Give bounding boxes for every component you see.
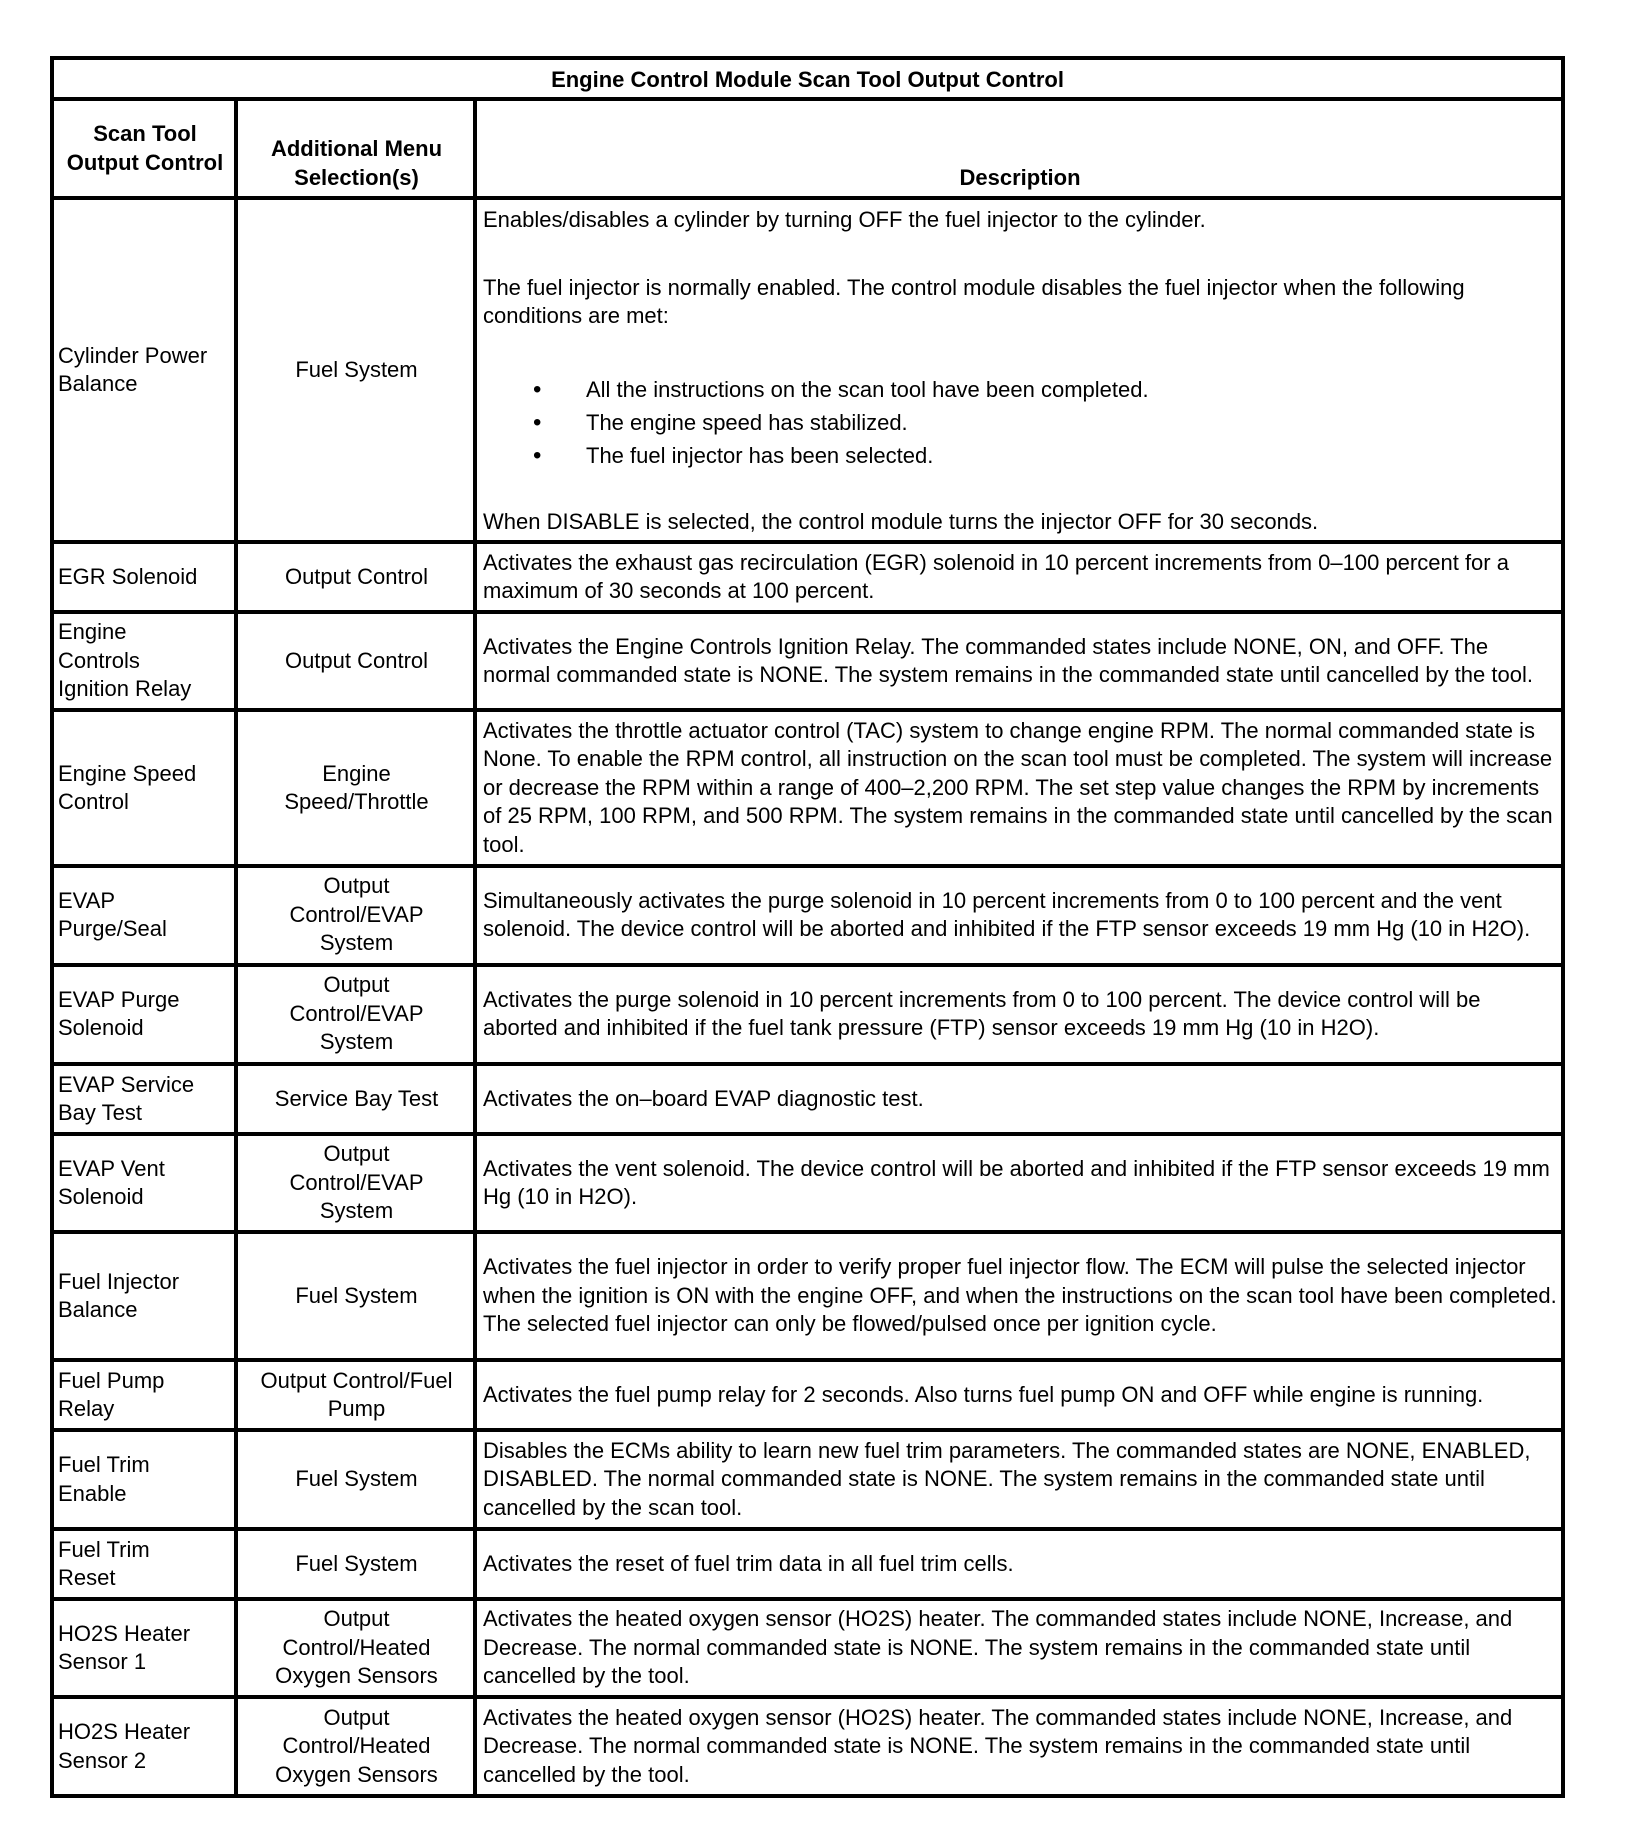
table-row-menu: Fuel System bbox=[295, 1466, 418, 1492]
table-row-control: Fuel Pump Relay bbox=[58, 1367, 165, 1421]
table-row-control: Engine Speed Control bbox=[58, 760, 197, 814]
table-row-control: Fuel Injector Balance bbox=[58, 1268, 180, 1322]
table-row-description: Activates the purge solenoid in 10 percent increments from 0 to 100 percent. The device control will be aborted and inhibited if the fuel tank pressure (FTP) sensor exceeds 19 mm Hg (10 in H2O). bbox=[483, 986, 1481, 1040]
table-row-menu: Output Control/Fuel Pump bbox=[260, 1367, 453, 1421]
description-paragraph: The fuel injector is normally enabled. The control module disables the fuel injector when the following conditions are met: bbox=[483, 274, 1465, 328]
table-row-control: EVAP Service Bay Test bbox=[58, 1071, 195, 1125]
conditions-list bbox=[483, 373, 1557, 472]
table-row-menu: Fuel System bbox=[295, 1282, 418, 1308]
table-row-control: Fuel Trim Reset bbox=[58, 1536, 150, 1590]
condition-item: • The fuel injector has been selected. bbox=[483, 439, 1557, 472]
condition-item: • The engine speed has stabilized. bbox=[483, 406, 1557, 439]
header-additional-menu-selections: Additional Menu Selection(s) bbox=[270, 136, 443, 190]
table-row-description: Activates the heated oxygen sensor (HO2S) heater. The commanded states include NONE, Increase, and Decrease. The normal commanded state is NONE. The system remains in the commanded state until cancelled by the tool. bbox=[483, 1704, 1513, 1787]
table-row-menu: Output Control/EVAP System bbox=[289, 873, 424, 956]
table-row-menu: Output Control/EVAP System bbox=[289, 1141, 424, 1224]
table-row-control: Cylinder Power Balance bbox=[58, 342, 208, 396]
description-paragraph: Enables/disables a cylinder by turning OFF the fuel injector to the cylinder. bbox=[483, 207, 1206, 232]
table-row-description: Activates the throttle actuator control (TAC) system to change engine RPM. The normal commanded state is None. To enable the RPM control, all instruction on the scan tool must be completed. The system will increase or decrease the RPM within a range of 400–2,200 RPM. The set step value changes the RPM by increments of 25 RPM, 100 RPM, and 500 RPM. The system remains in the commanded state until cancelled by the scan tool. bbox=[483, 717, 1553, 857]
table-row-control: EVAP Purge/Seal bbox=[58, 887, 167, 941]
table-row-menu: Fuel System bbox=[295, 356, 418, 382]
table-row-description: Activates the on–board EVAP diagnostic test. bbox=[483, 1085, 924, 1111]
table-row-menu: Output Control bbox=[284, 563, 429, 589]
table-row-control: Fuel Trim Enable bbox=[58, 1452, 150, 1506]
column-divider bbox=[473, 97, 477, 1798]
table-row-control: EVAP Vent Solenoid bbox=[58, 1155, 165, 1209]
table-row-menu: Service Bay Test bbox=[274, 1085, 439, 1111]
description-paragraph: When DISABLE is selected, the control module turns the injector OFF for 30 seconds. bbox=[483, 508, 1319, 534]
column-divider bbox=[234, 97, 238, 1798]
table-title: Engine Control Module Scan Tool Output Control bbox=[551, 66, 1064, 92]
table-row-menu: Fuel System bbox=[295, 1550, 418, 1576]
table-row-description: Activates the heated oxygen sensor (HO2S) heater. The commanded states include NONE, Increase, and Decrease. The normal commanded state is NONE. The system remains in the commanded state until cancelled by the tool. bbox=[483, 1606, 1513, 1689]
table-row-description: Activates the exhaust gas recirculation (EGR) solenoid in 10 percent increments from 0–100 percent for a maximum of 30 seconds at 100 percent. bbox=[483, 549, 1509, 603]
header-scan-tool-output-control: Scan Tool Output Control bbox=[66, 121, 224, 175]
table-row-control: HO2S Heater Sensor 1 bbox=[58, 1620, 191, 1674]
table-row-menu: Output Control/EVAP System bbox=[289, 972, 424, 1055]
table-row-control: HO2S Heater Sensor 2 bbox=[58, 1719, 191, 1773]
table-row-menu: Output Control/Heated Oxygen Sensors bbox=[275, 1704, 438, 1787]
table-row-description: Activates the fuel pump relay for 2 seconds. Also turns fuel pump ON and OFF while engine is running. bbox=[483, 1381, 1484, 1407]
table-row-description: Activates the fuel injector in order to verify proper fuel injector flow. The ECM will pulse the selected injector when the ignition is ON with the engine OFF, and when the instructions on the scan tool have been completed. The selected fuel injector can only be flowed/pulsed once per ignition cycle. bbox=[483, 1254, 1557, 1337]
table-row-description: Activates the Engine Controls Ignition Relay. The commanded states include NONE, ON, and OFF. The normal commanded state is NONE. The system remains in the commanded state until cancelled by the tool. bbox=[483, 633, 1533, 687]
table-row-control: Engine Controls Ignition Relay bbox=[58, 619, 192, 702]
table-row-control: EGR Solenoid bbox=[58, 563, 198, 589]
table-row-menu: Engine Speed/Throttle bbox=[284, 760, 429, 814]
table-row-description: Activates the reset of fuel trim data in all fuel trim cells. bbox=[483, 1550, 1014, 1576]
table-row-description: Activates the vent solenoid. The device control will be aborted and inhibited if the FTP sensor exceeds 19 mm Hg (10 in H2O). bbox=[483, 1155, 1550, 1209]
condition-item: • All the instructions on the scan tool have been completed. bbox=[483, 373, 1557, 406]
table-row-menu: Output Control bbox=[284, 647, 429, 673]
header-description: Description bbox=[959, 164, 1081, 190]
table-row-description: Disables the ECMs ability to learn new fuel trim parameters. The commanded states are NONE, ENABLED, DISABLED. The normal commanded state is NONE. The system remains in the commanded state until cancelled by the scan tool. bbox=[483, 1437, 1531, 1520]
table-row-control: EVAP Purge Solenoid bbox=[58, 986, 180, 1040]
table-row-menu: Output Control/Heated Oxygen Sensors bbox=[275, 1606, 438, 1689]
table-row-description: Simultaneously activates the purge solenoid in 10 percent increments from 0 to 100 percent and the vent solenoid. The device control will be aborted and inhibited if the FTP sensor exceeds 19 mm Hg (10 in H2O). bbox=[483, 887, 1531, 941]
table-row-description bbox=[479, 200, 1561, 540]
